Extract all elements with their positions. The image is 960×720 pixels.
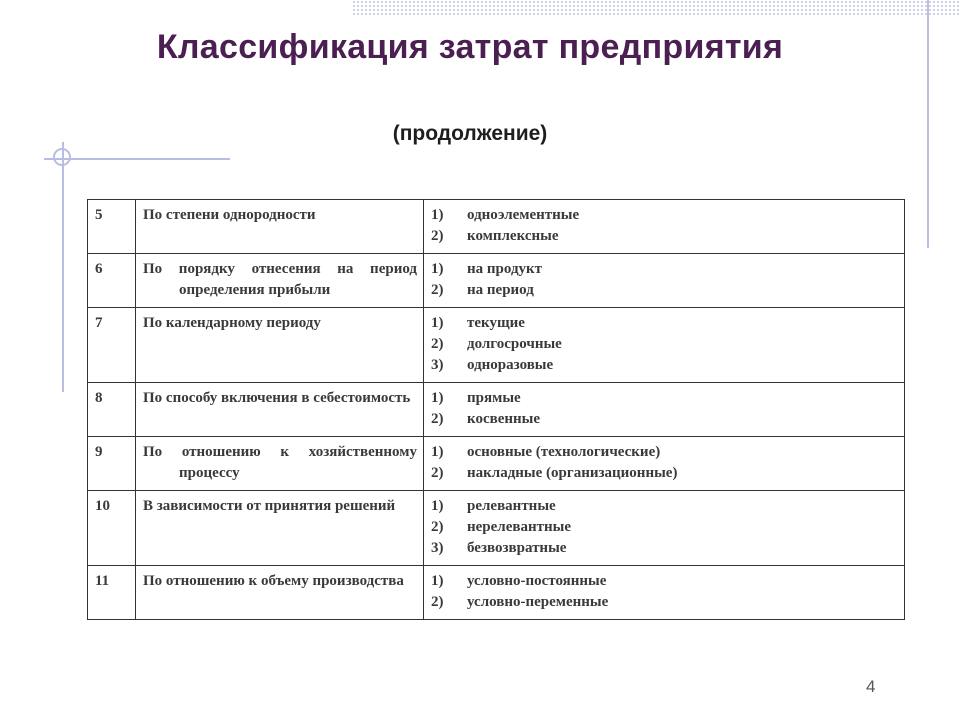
item-text: одноразовые <box>467 357 554 373</box>
classification-criterion-cell <box>136 308 424 383</box>
classification-criterion: По степени однородности <box>143 207 316 223</box>
item-number: 2) <box>431 465 444 481</box>
cost-types-cell <box>424 566 905 620</box>
cost-type-item <box>431 313 898 334</box>
item-text: релевантные <box>467 498 556 514</box>
cost-type-item <box>431 409 898 430</box>
item-number: 1) <box>431 315 444 331</box>
item-number: 2) <box>431 519 444 535</box>
slide-title: Классификация затрат предприятия <box>156 28 784 66</box>
cost-types-cell <box>424 437 905 491</box>
classification-table <box>87 199 905 620</box>
cost-type-item <box>431 334 898 355</box>
item-text: нерелевантные <box>467 519 571 535</box>
item-text: основные (технологические) <box>467 444 661 460</box>
table-row <box>88 308 905 383</box>
item-number: 2) <box>431 282 444 298</box>
classification-criterion-cell <box>136 383 424 437</box>
classification-criterion-cell <box>136 437 424 491</box>
cost-types-cell <box>424 491 905 566</box>
cost-type-item <box>431 442 898 463</box>
item-number: 1) <box>431 498 444 514</box>
classification-criterion: В зависимости от принятия решений <box>143 498 396 514</box>
cost-type-item <box>431 205 898 226</box>
item-number: 1) <box>431 444 444 460</box>
item-text: одноэлементные <box>467 207 580 223</box>
item-text: условно-переменные <box>467 594 609 610</box>
decorative-horizontal-line <box>44 158 230 160</box>
row-number: 9 <box>88 437 136 491</box>
cost-types-cell <box>424 383 905 437</box>
cost-types-cell <box>424 308 905 383</box>
table-row <box>88 491 905 566</box>
cost-type-item <box>431 592 898 613</box>
item-text: на продукт <box>467 261 543 277</box>
row-number: 10 <box>88 491 136 566</box>
classification-criterion: По порядку отнесения на период определения прибыли <box>143 261 417 298</box>
table-row <box>88 254 905 308</box>
item-text: накладные (организационные) <box>467 465 678 481</box>
cost-type-item <box>431 259 898 280</box>
item-text: косвенные <box>467 411 541 427</box>
item-number: 1) <box>431 390 444 406</box>
classification-criterion-cell <box>136 254 424 308</box>
item-number: 2) <box>431 411 444 427</box>
cost-types-cell <box>424 200 905 254</box>
row-number: 11 <box>88 566 136 620</box>
item-text: условно-постоянные <box>467 573 607 589</box>
item-number: 2) <box>431 228 444 244</box>
row-number: 6 <box>88 254 136 308</box>
item-number: 1) <box>431 261 444 277</box>
cost-type-item <box>431 571 898 592</box>
decorative-vertical-line <box>62 142 64 392</box>
item-number: 2) <box>431 594 444 610</box>
item-number: 1) <box>431 573 444 589</box>
row-number: 8 <box>88 383 136 437</box>
cost-type-item <box>431 355 898 376</box>
classification-criterion-cell <box>136 566 424 620</box>
classification-criterion: По способу включения в себестоимость <box>143 390 411 406</box>
item-number: 3) <box>431 540 444 556</box>
table-row <box>88 200 905 254</box>
page-number: 4 <box>866 677 876 696</box>
cost-type-item <box>431 517 898 538</box>
decorative-crosshair-circle <box>53 148 71 166</box>
cost-type-item <box>431 463 898 484</box>
item-text: на период <box>467 282 534 298</box>
classification-criterion: По отношению к объему производства <box>143 573 404 589</box>
classification-criterion-cell <box>136 200 424 254</box>
row-number: 7 <box>88 308 136 383</box>
cost-type-item <box>431 496 898 517</box>
cost-types-cell <box>424 254 905 308</box>
item-text: долгосрочные <box>467 336 562 352</box>
item-text: текущие <box>467 315 525 331</box>
cost-type-item <box>431 226 898 247</box>
item-text: безвозвратные <box>467 540 567 556</box>
slide-subtitle: (продолжение) <box>392 122 548 145</box>
item-text: прямые <box>467 390 521 406</box>
row-number: 5 <box>88 200 136 254</box>
table-row <box>88 566 905 620</box>
classification-criterion: По календарному периоду <box>143 315 321 331</box>
table-row <box>88 437 905 491</box>
item-number: 3) <box>431 357 444 373</box>
item-text: комплексные <box>467 228 559 244</box>
classification-criterion-cell <box>136 491 424 566</box>
cost-type-item <box>431 538 898 559</box>
classification-table-body <box>88 200 905 620</box>
item-number: 2) <box>431 336 444 352</box>
item-number: 1) <box>431 207 444 223</box>
dotted-header-band <box>352 0 960 15</box>
cost-type-item <box>431 388 898 409</box>
classification-criterion: По отношению к хозяйственному процессу <box>143 444 417 481</box>
table-row <box>88 383 905 437</box>
cost-type-item <box>431 280 898 301</box>
